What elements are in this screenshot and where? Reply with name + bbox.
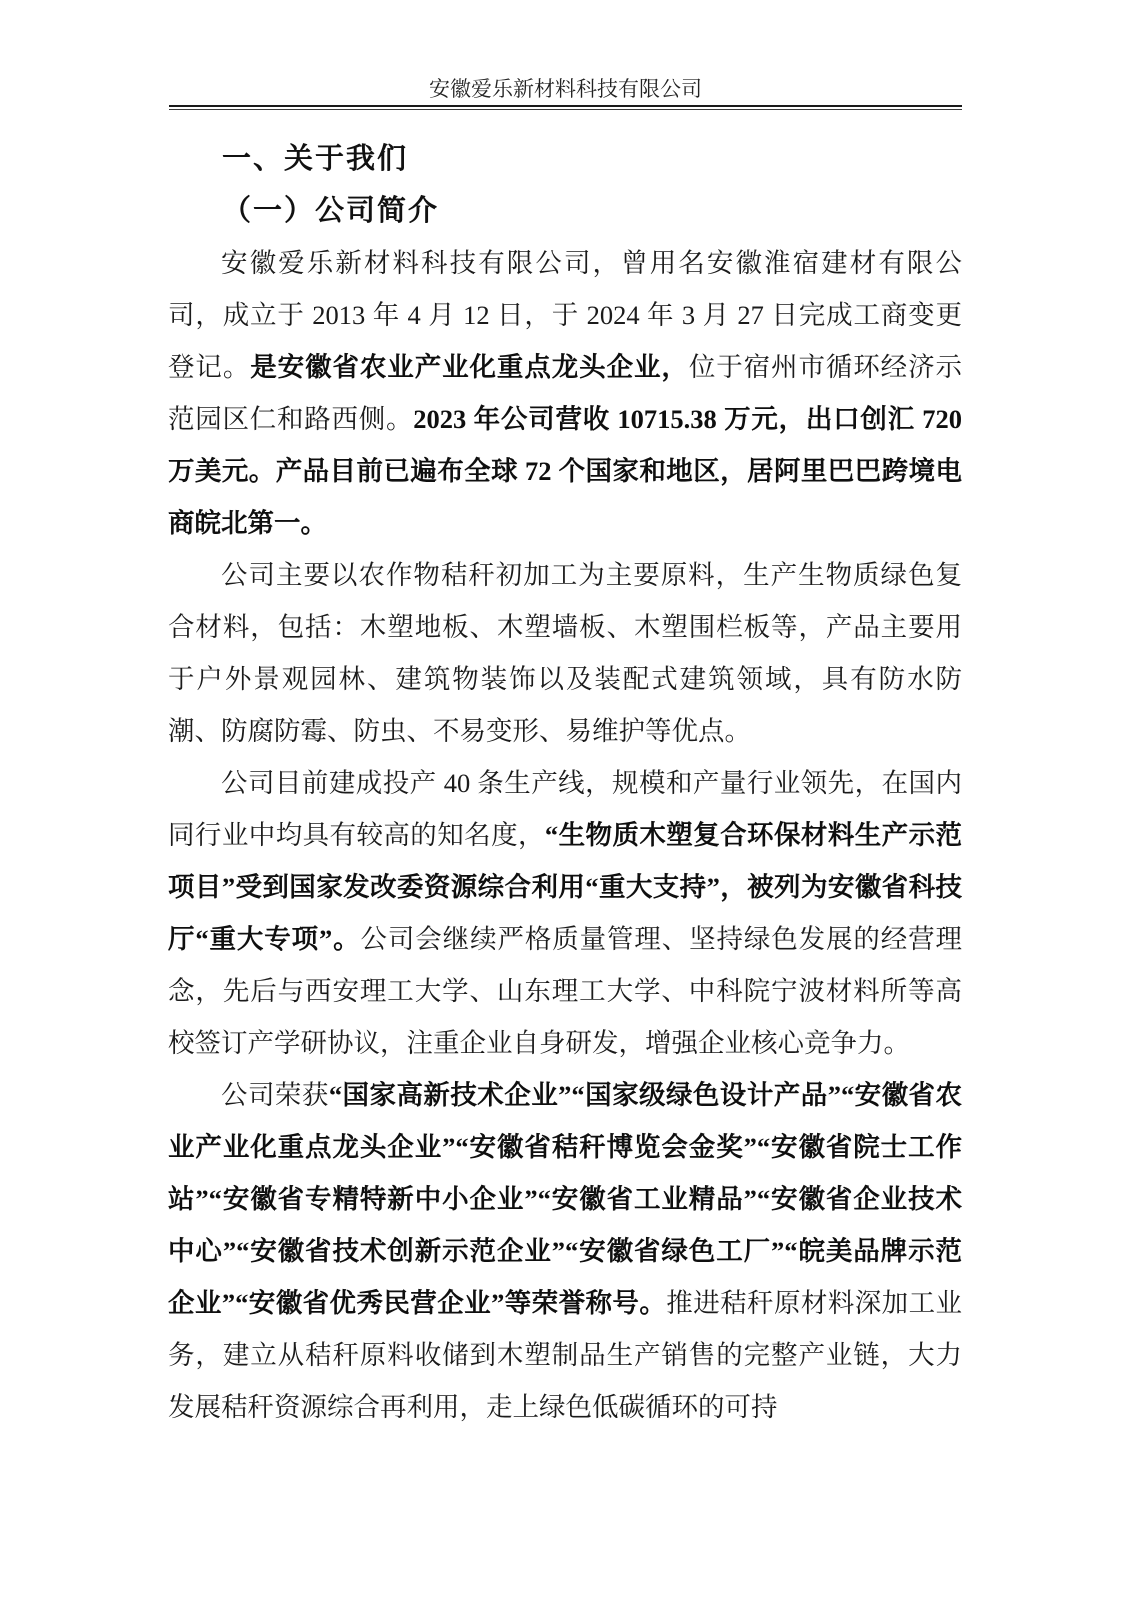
subsection-heading: （一）公司简介 [222, 195, 440, 227]
text-run: 公司目前建成投产 40 条生产线，规模和产量行业领先，在国内同行业中均具有较高的知名度， [168, 768, 962, 850]
paragraphs-container [168, 237, 962, 1433]
header-company-name: 安徽爱乐新材料科技有限公司 [429, 77, 702, 101]
section-heading: 一、关于我们 [222, 143, 409, 175]
page-header [169, 77, 962, 110]
bold-text-run: 是安徽省农业产业化重点龙头企业， [250, 352, 689, 382]
bold-text-run: 2023 年公司营收 10715.38 万元，出口创汇 720 万美元。产品目前已遍布全球 72 个国家和地区，居阿里巴巴跨境电商皖北第一。 [168, 404, 963, 538]
paragraph [168, 757, 962, 1069]
paragraph [168, 237, 962, 549]
header-rule [169, 105, 962, 110]
bold-text-run: “生物质木塑复合环保材料生产示范项目”受到国家发改委资源综合利用“重大支持”，被列为安徽省科技厅“重大专项”。 [168, 820, 963, 954]
paragraph [168, 1069, 962, 1433]
text-run: 位于宿州市循环经济示范园区仁和路西侧。 [168, 352, 963, 434]
text-run: 公司主要以农作物秸秆初加工为主要原料，生产生物质绿色复合材料，包括：木塑地板、木塑墙板、木塑围栏板等，产品主要用于户外景观园林、建筑物装饰以及装配式建筑领域，具有防水防潮、防腐防霉、防虫、不易变形、易维护等优点。 [168, 560, 962, 746]
bold-text-run: “国家高新技术企业”“国家级绿色设计产品”“安徽省农业产业化重点龙头企业”“安徽省秸秆博览会金奖”“安徽省院士工作站”“安徽省专精特新中小企业”“安徽省工业精品”“安徽省企业技术中心”“安徽省技术创新示范企业”“安徽省绿色工厂”“皖美品牌示范企业”“安徽省优秀民营企业”等荣誉称号。 [168, 1080, 963, 1318]
text-run: 推进秸秆原材料深加工业务，建立从秸秆原料收储到木塑制品生产销售的完整产业链，大力发展秸秆资源综合再利用，走上绿色低碳循环的可持 [168, 1288, 963, 1422]
text-run: 公司会继续严格质量管理、坚持绿色发展的经营理念，先后与西安理工大学、山东理工大学、中科院宁波材料所等高校签订产学研协议，注重企业自身研发，增强企业核心竞争力。 [168, 924, 963, 1058]
text-run: 安徽爱乐新材料科技有限公司，曾用名安徽淮宿建材有限公司，成立于 2013 年 4 月 12 日，于 2024 年 3 月 27 日完成工商变更登记。 [168, 248, 962, 382]
paragraph [168, 549, 962, 757]
document-body [168, 133, 962, 1433]
text-run: 公司荣获 [221, 1080, 329, 1110]
